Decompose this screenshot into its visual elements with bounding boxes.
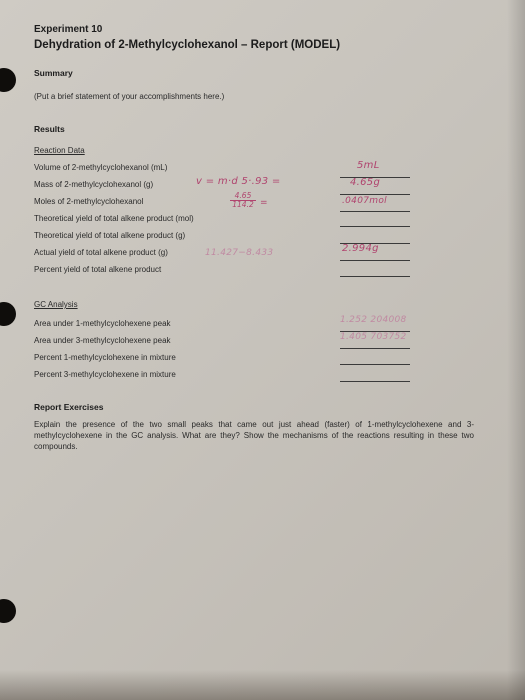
mass-calculation-note: v = m·d 5·.93 =	[196, 176, 281, 187]
moles-fraction-denominator: 114.2	[230, 200, 256, 209]
answer-area-3mch: 1.405 703752	[340, 332, 407, 342]
answer-line-area-3mch	[340, 348, 410, 349]
answer-volume: 5mL	[357, 160, 380, 171]
gc-analysis-heading: GC Analysis	[34, 300, 78, 309]
answer-line-mass	[340, 194, 410, 195]
row-area-1mch-label: Area under 1-methylcyclohexene peak	[34, 319, 171, 328]
results-heading: Results	[34, 124, 65, 134]
reaction-data-heading: Reaction Data	[34, 146, 85, 155]
row-theoretical-mol-label: Theoretical yield of total alkene product (mol)	[34, 214, 194, 223]
row-actual-yield-label: Actual yield of total alkene product (g)	[34, 248, 168, 257]
answer-mass: 4.65g	[350, 177, 381, 188]
row-percent-yield-label: Percent yield of total alkene product	[34, 265, 162, 274]
answer-line-percent-yield	[340, 276, 410, 277]
report-exercises-question: Explain the presence of the two small peaks that came out just ahead (faster) of 1-methylcyclohexene and 3-methylcyclohexene in the GC analysis. What are they? Show the mechanisms of the reactions resulting in these two compounds.	[34, 420, 474, 451]
page-edge-shadow	[507, 0, 525, 700]
answer-area-1mch: 1.252 204008	[340, 315, 407, 325]
binder-hole-bottom	[0, 599, 16, 623]
row-percent-1mch-label: Percent 1-methylcyclohexene in mixture	[34, 353, 176, 362]
summary-instruction: (Put a brief statement of your accomplishments here.)	[34, 92, 225, 101]
binder-hole-middle	[0, 302, 16, 326]
answer-moles: .0407mol	[342, 196, 387, 206]
answer-line-moles	[340, 211, 410, 212]
moles-fraction-note	[230, 192, 256, 209]
row-percent-3mch-label: Percent 3-methylcyclohexene in mixture	[34, 370, 176, 379]
summary-heading: Summary	[34, 68, 73, 78]
row-mass-label: Mass of 2-methylcyclohexanol (g)	[34, 180, 154, 189]
row-volume-label: Volume of 2-methylcyclohexanol (mL)	[34, 163, 168, 172]
answer-line-actual-yield	[340, 260, 410, 261]
answer-line-percent-3mch	[340, 381, 410, 382]
answer-line-theoretical-mol	[340, 226, 410, 227]
experiment-number: Experiment 10	[34, 24, 103, 35]
moles-fraction-numerator: 4.65	[234, 191, 252, 200]
report-title: Dehydration of 2-Methylcyclohexanol – Report (MODEL)	[34, 39, 341, 51]
answer-line-percent-1mch	[340, 364, 410, 365]
report-exercises-heading: Report Exercises	[34, 402, 104, 412]
row-moles-label: Moles of 2-methylcyclohexanol	[34, 197, 144, 206]
binder-hole-top	[0, 68, 16, 92]
actual-yield-calculation-note: 11.427−8.433	[205, 248, 274, 258]
answer-actual-yield: 2.994g	[342, 243, 379, 254]
row-area-3mch-label: Area under 3-methylcyclohexene peak	[34, 336, 171, 345]
page-bottom-shadow	[0, 670, 525, 700]
moles-equals-sign: =	[260, 198, 268, 208]
row-theoretical-g-label: Theoretical yield of total alkene product (g)	[34, 231, 186, 240]
